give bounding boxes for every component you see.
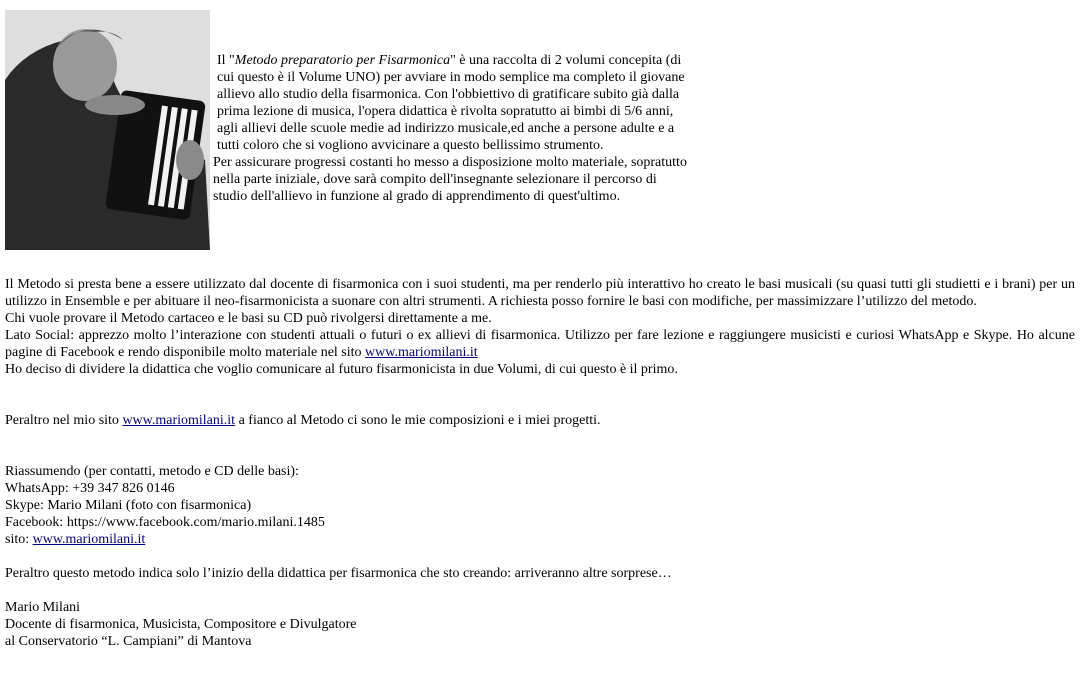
contact-site: [5, 531, 1075, 548]
paragraph-social-text: Lato Social: apprezzo molto l’interazione con studenti attuali o futuri o ex allievi di fisarmonica. Utilizzo per fare lezione e raggiungere musicisti e curiosi WhatsApp e Skype. Ho alcune pagine di Facebook e rendo disponibile molto materiale nel sito: [5, 328, 1075, 360]
paragraph-ensemble: Il Metodo si presta bene a essere utilizzato dal docente di fisarmonica con i suoi studenti, ma per renderlo più interattivo ho creato le basi musicali (su quasi tutti gli studietti e i brani) per un utilizzo in Ensemble e per abituare il neo-fisarmonicista a suonare con altri strumenti. A richiesta posso fornire le basi con modifiche, per massimizzare l’utilizzo del metodo.: [5, 277, 1075, 309]
signature-institution: al Conservatorio “L. Campiani” di Mantova: [5, 634, 252, 649]
paragraph-cd: Chi vuole provare il Metodo cartaceo e le basi su CD può rivolgersi direttamente a me.: [5, 311, 492, 326]
main-content: [5, 276, 1075, 650]
intro-line: agli allievi delle scuole medie ad indirizzo musicale,ed anche a persone adulte e a: [217, 121, 675, 136]
contact-facebook: Facebook: https://www.facebook.com/mario.milani.1485: [5, 515, 325, 530]
signature-name: Mario Milani: [5, 600, 81, 615]
accordionist-photo: [5, 10, 210, 250]
contact-whatsapp: WhatsApp: +39 347 826 0146: [5, 481, 175, 496]
contact-skype: Skype: Mario Milani (foto con fisarmonica): [5, 498, 252, 513]
photo-illustration: [5, 10, 210, 250]
intro-para2-line: Per assicurare progressi costanti ho messo a disposizione molto materiale, sopratutto: [213, 155, 687, 170]
intro-line: tutti coloro che si vogliono avvicinare a questo bellissimo strumento.: [217, 138, 604, 153]
intro-line-1: [213, 52, 718, 69]
intro-para2-line: nella parte iniziale, dove sarà compito dell'insegnante selezionare il percorso di: [213, 172, 657, 187]
paragraph-site-suffix: a fianco al Metodo ci sono le mie composizioni e i miei progetti.: [235, 413, 601, 428]
intro-line: cui questo è il Volume UNO) per avviare in modo semplice ma completo il giovane: [217, 70, 685, 85]
paragraph-site-prefix: Peraltro nel mio sito: [5, 413, 123, 428]
contact-site-label: sito:: [5, 532, 33, 547]
intro-line: allievo allo studio della fisarmonica. Con l'obbiettivo di gratificare subito già dalla: [217, 87, 680, 102]
intro-prefix: Il ": [217, 53, 235, 68]
site-link[interactable]: www.mariomilani.it: [122, 413, 236, 428]
intro-line: prima lezione di musica, l'opera didattica è rivolta sopratutto ai bimbi di 5/6 anni,: [217, 104, 674, 119]
site-link[interactable]: www.mariomilani.it: [32, 532, 146, 547]
method-title: Metodo preparatorio per Fisarmonica: [234, 53, 451, 68]
closing-paragraph: Peraltro questo metodo indica solo l’inizio della didattica per fisarmonica che sto creando: arriveranno altre sorprese…: [5, 566, 672, 581]
contacts-heading: Riassumendo (per contatti, metodo e CD delle basi):: [5, 464, 299, 479]
intro-para2-line: studio dell'allievo in funzione al grado di apprendimento di quest'ultimo.: [213, 189, 621, 204]
paragraph-social: [5, 327, 1075, 361]
intro-line-1-rest: " è una raccolta di 2 volumi concepita (di: [450, 53, 682, 68]
site-link[interactable]: www.mariomilani.it: [365, 345, 478, 360]
paragraph-volumes: Ho deciso di dividere la didattica che voglio comunicare al futuro fisarmonicista in due Volumi, di cui questo è il primo.: [5, 362, 678, 377]
signature-role: Docente di fisarmonica, Musicista, Compositore e Divulgatore: [5, 617, 357, 632]
paragraph-site: [5, 412, 1075, 429]
intro-text: [213, 52, 718, 205]
